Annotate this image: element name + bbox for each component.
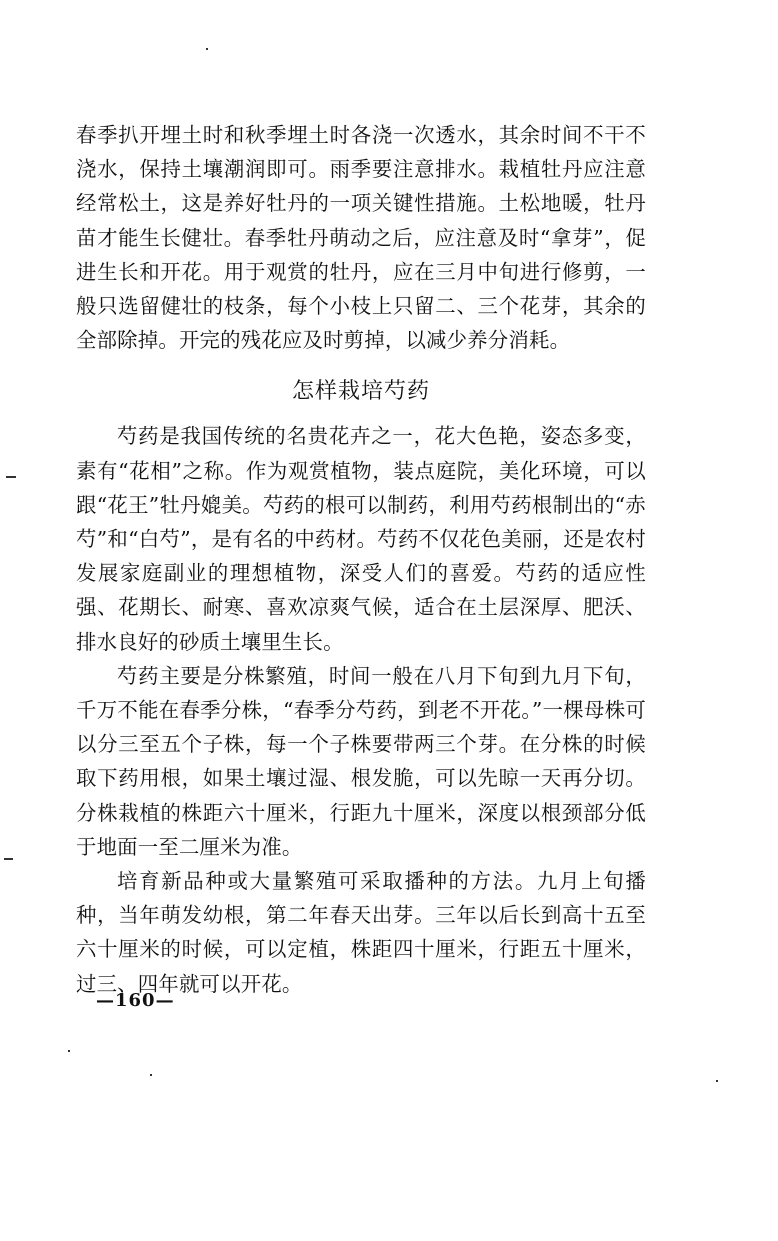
page-body — [76, 118, 646, 1001]
scan-speck — [716, 1080, 718, 1082]
scan-speck — [6, 476, 16, 478]
section-title: 怎样栽培芍药 — [291, 379, 430, 405]
scan-speck — [68, 1050, 70, 1052]
paragraph-intro: 芍药是我国传统的名贵花卉之一，花大色艳，姿态多变，素有“花相”之称。作为观赏植物，装点庭院，美化环境，可以跟“花王”牡丹媲美。芍药的根可以制药，利用芍药根制出的“赤芍”和“白芍”，是有名的中药材。芍药不仅花色美丽，还是农村发展家庭副业的理想植物，深受人们的喜爱。芍药的适应性强、花期长、耐寒、喜欢凉爽气候，适合在土层深厚、肥沃、排水良好的砂质土壤里生长。 — [76, 424, 646, 654]
paragraph-sowing: 培育新品种或大量繁殖可采取播种的方法。九月上旬播种，当年萌发幼根，第二年春天出芽。三年以后长到高十五至六十厘米的时候，可以定植，株距四十厘米，行距五十厘米，过三、四年就可以开花。 — [76, 869, 646, 996]
paragraph-division: 芍药主要是分株繁殖，时间一般在八月下旬到九月下旬，千万不能在春季分株，“春季分芍药，到老不开花。”一棵母株可以分三至五个子株，每一个子株要带两三个芽。在分株的时候取下药用根，如果土壤过湿、根发脆，可以先晾一天再分切。分株栽植的株距六十厘米，行距九十厘米，深度以根颈部分低于地面一至二厘米为准。 — [76, 663, 646, 859]
page-number: —160— — [96, 990, 175, 1011]
scan-speck — [150, 1074, 152, 1076]
scan-speck — [206, 48, 208, 50]
paragraph-peony-care: 春季扒开埋土时和秋季埋土时各浇一次透水，其余时间不干不浇水，保持土壤潮润即可。雨季要注意排水。栽植牡丹应注意经常松土，这是养好牡丹的一项关键性措施。土松地暖，牡丹苗才能生长健壮。春季牡丹萌动之后，应注意及时“拿芽”，促进生长和开花。用于观赏的牡丹，应在三月中旬进行修剪，一般只选留健壮的枝条，每个小枝上只留二、三个花芽，其余的全部除掉。开完的残花应及时剪掉，以减少养分消耗。 — [76, 123, 646, 353]
scan-speck — [4, 858, 13, 860]
